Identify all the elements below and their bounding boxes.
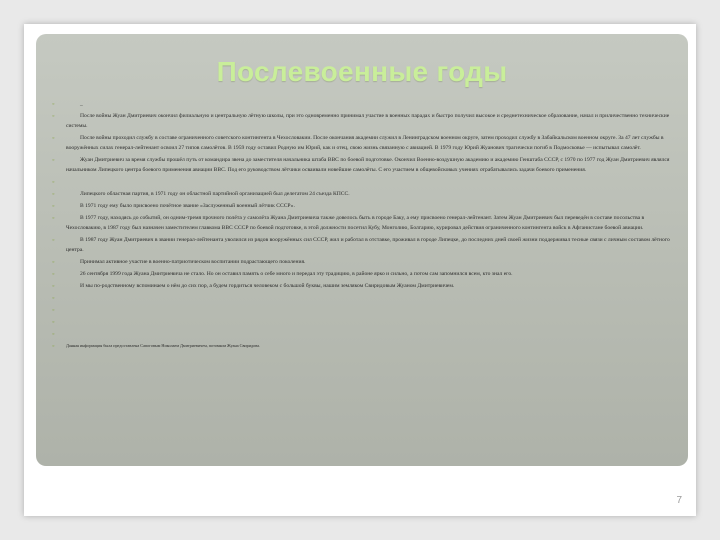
bullet-icon: ◦ [52, 342, 55, 350]
bullet-icon: ◦ [52, 236, 55, 244]
slide-title: Послевоенные годы [216, 56, 508, 87]
bullet-item [52, 111, 676, 131]
bullet-icon: ◦ [52, 190, 55, 198]
bullet-text: Жуан Дмитриевич за время службы прошёл путь от командира звена до заместителя начальника штаба ВВС по боевой подготовке. Окончил Военно-воздушную академию и академию Генштаба СССР, с 1970 по 1977 год Жуан Дмитриевич являлся начальником Липецкого центра боевого применения авиации ВВС. Под его руководством лётчики осваивали новейшие самолёты. С его участием в общевойсковых учениях отрабатывались задачи боевого применения. [66, 157, 670, 173]
bullet-text: 26 сентября 1999 года Жуана Дмитриевича не стало. Но он оставил память о себе много и передал эту традицию, в районе ярко и сильно, а потом сам запомнился всем, кто знал его. [80, 271, 513, 277]
bullet-icon: ◦ [52, 282, 55, 290]
slide-body [52, 99, 676, 353]
bullet-item [52, 133, 676, 153]
bullet-item [52, 99, 676, 109]
page-number: 7 [676, 495, 682, 506]
bullet-item [52, 257, 676, 267]
bullet-icon: ◦ [52, 156, 55, 164]
bullet-item [52, 201, 676, 211]
bullet-item [52, 213, 676, 233]
bullet-icon: ◦ [52, 112, 55, 120]
bullet-icon: ◦ [52, 306, 55, 314]
bullet-icon: ◦ [52, 330, 55, 338]
bullet-icon: ◦ [52, 294, 55, 302]
bullet-item [52, 341, 676, 351]
bullet-text: В 1977 году, находясь до событий, он одним-тремя прочного полёта у самолёта Жуана Дмитриевича также довелось быть в городе Баку, а ему присвоено генерал-лейтенант. Затем Жуан Дмитриевич был переведён в составе посольства в Чехословакию, в 1987 году был назначен заместителем главкома ВВС СССР по боевой подготовке, в этой должности посетил Кубу, Монголию, Болгарию, курировал действия ограниченного контингента войск в Афганистане боевой авиации. [66, 215, 645, 231]
bullet-item [52, 305, 676, 315]
slide [36, 34, 688, 466]
bullet-text: И мы по-родственному вспоминаем о нём до сих пор, а будем гордиться человеком с большой буквы, нашим земляком Свиридовым Жуаном Дмитриевичем. [80, 283, 455, 289]
bullet-icon: ◦ [52, 134, 55, 142]
bullet-icon: ◦ [52, 100, 55, 108]
bullet-text: Принимал активное участие в военно-патриотическом воспитании подрастающего поколения. [80, 259, 306, 265]
bullet-text: Липецкого областная партия, в 1971 году он областной партийной организацией был делегатом 24 съезда КПСС. [80, 191, 350, 197]
bullet-icon: ◦ [52, 318, 55, 326]
bullet-icon: ◦ [52, 258, 55, 266]
bullet-item [52, 281, 676, 291]
bullet-item [52, 269, 676, 279]
bullet-text: В 1971 году ему было присвоено почётное звание «Заслуженный военный лётчик СССР». [80, 203, 295, 209]
bullet-item [52, 189, 676, 199]
bullet-item [52, 293, 676, 303]
bullet-item [52, 177, 676, 187]
bullet-text: В 1987 году Жуан Дмитриевич в звании генерал-лейтенанта уволился из рядов вооружённых сил СССР, жил и работал в отставке, проживал в городе Липецке, до последних дней своей жизни поддерживал тесные связи с личным составом лётного центра. [66, 237, 670, 253]
bullet-text: После войны проходил службу в составе ограниченного советского контингента в Чехословакии. После окончания академии служил в Ленинградском военном округе, затем проходил службу в Забайкальском военном округе. За 47 лет службы в вооружённых силах генерал-лейтенант освоил 27 типов самолётов. В 1959 году оставил Родную им Юрий, как и отец, свою жизнь связанную с авиацией. В 1979 году Юрий Жуанович трагически погиб в Подмосковье — испытывал самолёт. [66, 135, 664, 151]
bullet-item [52, 155, 676, 175]
bullet-text: Данная информация была предоставлена Сапоговым Николаем Дмитриевичем, потомком Жуана Свиридова. [66, 343, 261, 348]
bullet-icon: ◦ [52, 214, 55, 222]
bullet-item [52, 317, 676, 327]
bullet-item [52, 235, 676, 255]
bullet-text: После войны Жуан Дмитриевич окончил филиальную и центральную лётную школы, при это одновременно принимал участие в военных парадах и быстро получил высокое и среднетехническое образование, начал и приличественно технические системы. [66, 113, 670, 129]
bullet-text: _ [80, 101, 83, 107]
bullet-icon: ◦ [52, 178, 55, 186]
bullet-icon: ◦ [52, 270, 55, 278]
bullet-item [52, 329, 676, 339]
bullet-icon: ◦ [52, 202, 55, 210]
